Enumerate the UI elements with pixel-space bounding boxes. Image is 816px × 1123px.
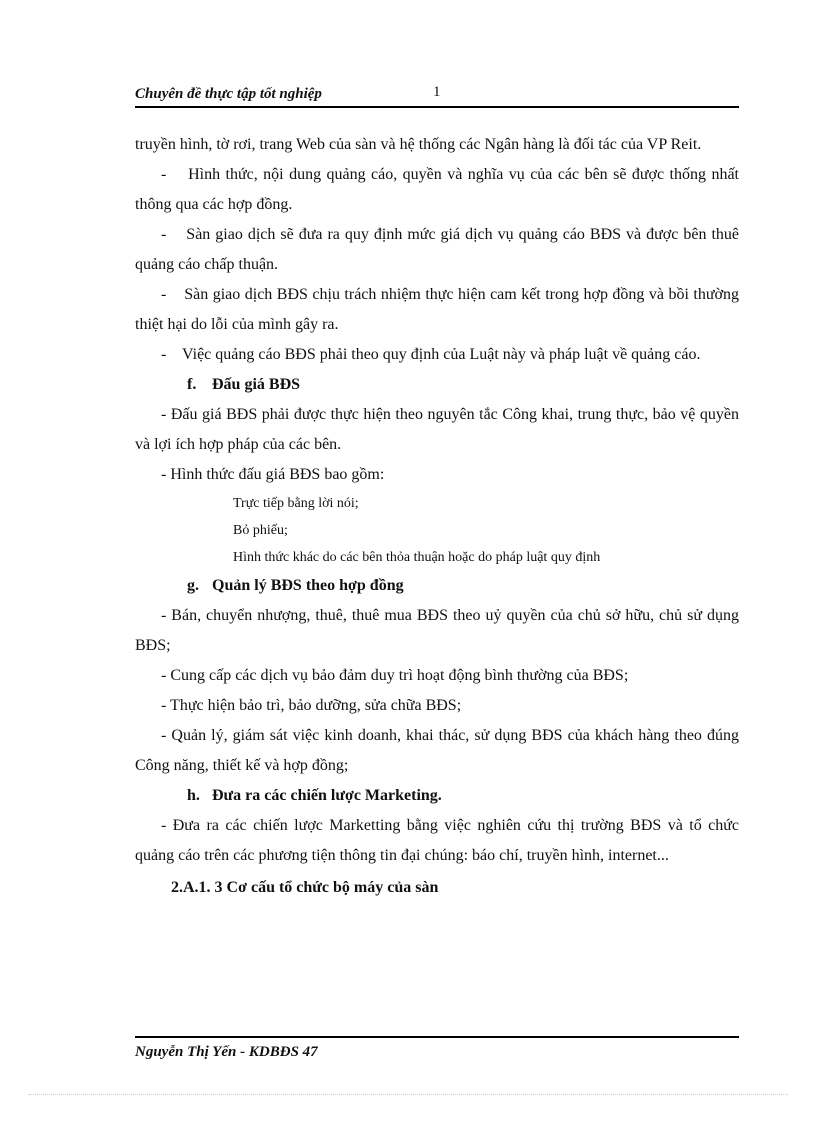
subsection-title: 2.A.1. 3 Cơ cấu tổ chức bộ máy của sàn (171, 879, 439, 896)
paragraph: - Hình thức đấu giá BĐS bao gồm: (161, 466, 385, 483)
section-heading-h (135, 781, 739, 811)
paragraph: - Việc quảng cáo BĐS phải theo quy định của Luật này và pháp luật về quảng cáo. (161, 346, 701, 363)
footer-author: Nguyễn Thị Yến - KDBĐS 47 (135, 1044, 318, 1060)
heading-text: Quản lý BĐS theo hợp đồng (212, 577, 404, 594)
paragraph: - Bán, chuyển nhượng, thuê, thuê mua BĐS theo uỷ quyền của chủ sở hữu, chủ sử dụng BĐS; (135, 607, 739, 654)
paragraph: - Cung cấp các dịch vụ bảo đảm duy trì hoạt động bình thường của BĐS; (161, 667, 629, 684)
heading-text: Đấu giá BĐS (212, 376, 301, 393)
document-body (135, 130, 743, 903)
page-header (135, 86, 739, 108)
page-number: 1 (433, 84, 441, 100)
page-footer (135, 1036, 739, 1061)
paragraph: - Sàn giao dịch BĐS chịu trách nhiệm thực hiện cam kết trong hợp đồng và bồi thường thiệt hại do lỗi của mình gây ra. (135, 286, 743, 333)
paragraph: - Hình thức, nội dung quảng cáo, quyền và nghĩa vụ của các bên sẽ được thống nhất thông qua các hợp đồng. (135, 166, 743, 213)
section-heading-f (135, 370, 739, 400)
paragraph: - Thực hiện bảo trì, bảo dưỡng, sửa chữa BĐS; (161, 697, 462, 714)
heading-letter: f. (187, 376, 197, 393)
heading-letter: h. (187, 787, 200, 804)
page-bottom-divider (28, 1094, 788, 1095)
heading-letter: g. (187, 577, 199, 594)
section-heading-g (135, 571, 739, 601)
list-item: Hình thức khác do các bên thỏa thuận hoặc do pháp luật quy định (233, 550, 601, 565)
auction-forms-list (135, 490, 739, 571)
paragraph: - Sàn giao dịch sẽ đưa ra quy định mức giá dịch vụ quảng cáo BĐS và được bên thuê quảng cáo chấp thuận. (135, 226, 743, 273)
list-item: Trực tiếp bằng lời nói; (233, 496, 359, 511)
paragraph: truyền hình, tờ rơi, trang Web của sàn và hệ thống các Ngân hàng là đối tác của VP Reit. (135, 136, 702, 153)
paragraph: - Đưa ra các chiến lược Marketting bằng việc nghiên cứu thị trường BĐS và tổ chức quảng cáo trên các phương tiện thông tin đại chúng: báo chí, truyền hình, internet... (135, 817, 739, 864)
heading-text: Đưa ra các chiến lược Marketing. (212, 787, 442, 804)
paragraph: - Đấu giá BĐS phải được thực hiện theo nguyên tắc Công khai, trung thực, bảo vệ quyền và lợi ích hợp pháp của các bên. (135, 406, 739, 453)
header-title: Chuyên đề thực tập tốt nghiệp (135, 86, 322, 102)
list-item: Bỏ phiếu; (233, 523, 288, 538)
paragraph: - Quản lý, giám sát việc kinh doanh, khai thác, sử dụng BĐS của khách hàng theo đúng Công năng, thiết kế và hợp đồng; (135, 727, 739, 774)
